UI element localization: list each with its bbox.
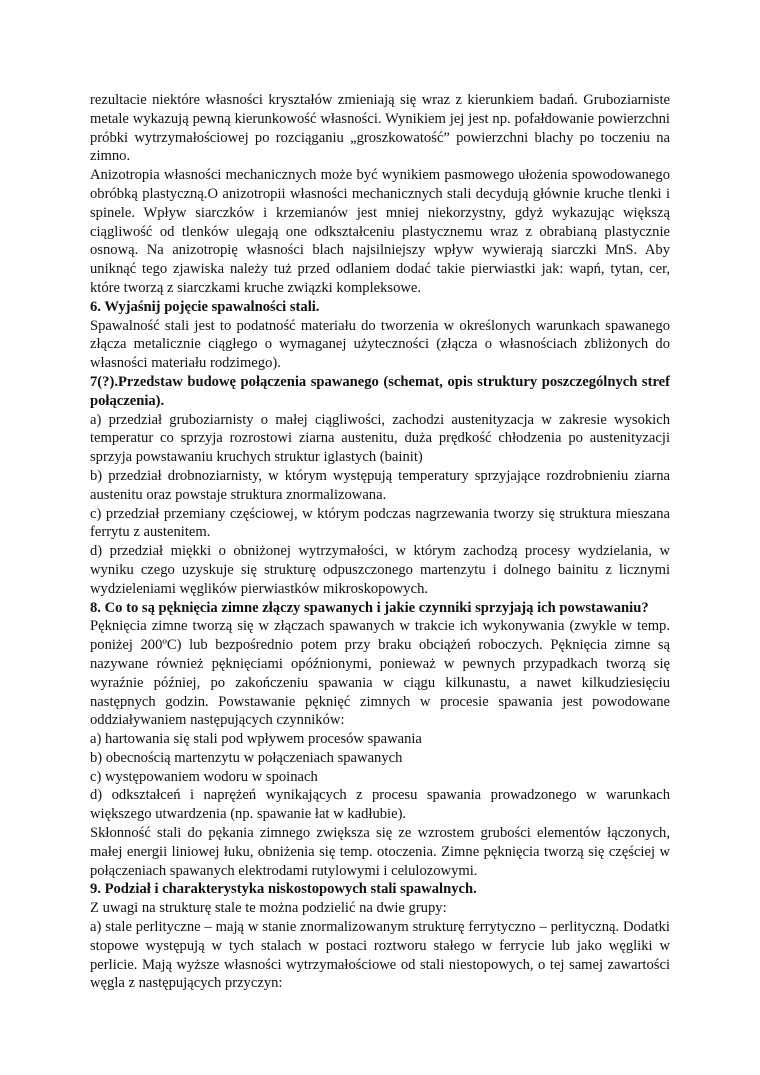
question-8-body: Pęknięcia zimne tworzą się w złączach spawanych w trakcie ich wykonywania (zwykle w temp. poniżej 200ºC) lub bezpośrednio potem przy braku obciążeń roboczych. Pęknięcia zimne są nazywane również pęknięciami opóźnionymi, ponieważ w pewnych przypadkach tworzą się wyraźnie później, po zakończeniu spawania w ciągu kilkunastu, a nawet kilkudziesięciu następnych godzin. Powstawanie pęknięć zimnych w procesie spawania jest powodowane oddziaływaniem następujących czynników:: [90, 618, 670, 729]
question-8-closing: Skłonność stali do pękania zimnego zwiększa się ze wzrostem grubości elementów łączonych, małej energii liniowej łuku, obniżenia się temp. otoczenia. Zimne pęknięcia tworzą się częściej w połączeniach spawanych elektrodami rutylowymi i celulozowymi.: [90, 825, 670, 879]
question-7-item-d: d) przedział miękki o obniżonej wytrzymałości, w którym zachodzą procesy wydzielania, w wyniku czego uzyskuje się strukturę odpuszczonego martenzytu i dolnego bainitu z licznymi wydzieleniami węglików pierwiastków mikroskopowych.: [90, 543, 670, 597]
paragraph-intro: rezultacie niektóre własności kryształów zmieniają się wraz z kierunkiem badań. Gruboziarniste metale wykazują pewną kierunkowość własności. Wynikiem jej jest np. pofałdowanie powierzchni próbki wytrzymałościowej po rozciąganiu „groszkowatość” powierzchni blachy po toczeniu na zimno.: [90, 92, 670, 165]
question-9-intro: Z uwagi na strukturę stale te można podzielić na dwie grupy:: [90, 900, 447, 917]
question-7-item-c: c) przedział przemiany częściowej, w którym podczas nagrzewania tworzy się struktura mieszana ferrytu z austenitem.: [90, 505, 670, 541]
question-8-item-b: b) obecnością martenzytu w połączeniach spawanych: [90, 749, 403, 766]
question-8-heading: 8. Co to są pęknięcia zimne złączy spawanych i jakie czynniki sprzyjają ich powstawaniu?: [90, 599, 649, 616]
question-7-item-b: b) przedział drobnoziarnisty, w którym występują temperatury sprzyjające rozdrobnieniu ziarna austenitu oraz powstaje struktura znormalizowana.: [90, 467, 670, 503]
question-6-body: Spawalność stali jest to podatność materiału do tworzenia w określonych warunkach spawanego złącza metalicznie ciągłego o wymaganej użyteczności (złącza o własnościach zbliżonych do własności materiału rodzimego).: [90, 317, 670, 372]
question-8-item-d: d) odkształceń i naprężeń wynikających z procesu spawania prowadzonego w warunkach większego utwardzenia (np. spawanie łat w kadłubie).: [90, 787, 670, 823]
question-8-item-a: a) hartowania się stali pod wpływem procesów spawania: [90, 731, 422, 748]
question-9-item-a: a) stale perlityczne – mają w stanie znormalizowanym strukturę ferrytyczno – perlityczną. Dodatki stopowe występują w tych stalach w postaci roztworu stałego w ferrycie lub jako węgliki w perlicie. Mają wyższe własności wytrzymałościowe od stali niestopowych, o tej samej zawartości węgla z następujących przyczyn:: [90, 919, 670, 992]
paragraph-anisotropy: Anizotropia własności mechanicznych może być wynikiem pasmowego ułożenia spowodowanego obróbką plastyczną.O anizotropii własności mechanicznych stali decydują głównie kruche tlenki i spinele. Wpływ siarczków i krzemianów jest mniej niekorzystny, gdyż wykazując większą ciągliwość od tlenków ulegają one odkształceniu plastycznemu wraz z obrabianą plastycznie osnową. Na anizotropię własności blach najsilniejszy wpływ wywierają siarczki MnS. Aby uniknąć tego zjawiska należy tuż przed odlaniem dodać takie pierwiastki jak: wapń, tytan, cer, które tworzą z siarczkami kruche związki kompleksowe.: [90, 167, 670, 296]
document-page: [90, 91, 670, 993]
question-9-heading: 9. Podział i charakterystyka niskostopowych stali spawalnych.: [90, 881, 477, 898]
question-6-heading: 6. Wyjaśnij pojęcie spawalności stali.: [90, 298, 320, 315]
question-8-item-c: c) występowaniem wodoru w spoinach: [90, 768, 318, 785]
question-7-item-a: a) przedział gruboziarnisty o małej ciągliwości, zachodzi austenityzacja w zakresie wysokich temperatur co sprzyja rozrostowi ziarna austenitu, duża prędkość chłodzenia po austenityzacji sprzyja powstawaniu kruchych struktur iglastych (bainit): [90, 411, 670, 466]
question-7-heading: 7(?).Przedstaw budowę połączenia spawanego (schemat, opis struktury poszczególnych stref połączenia).: [90, 373, 670, 409]
